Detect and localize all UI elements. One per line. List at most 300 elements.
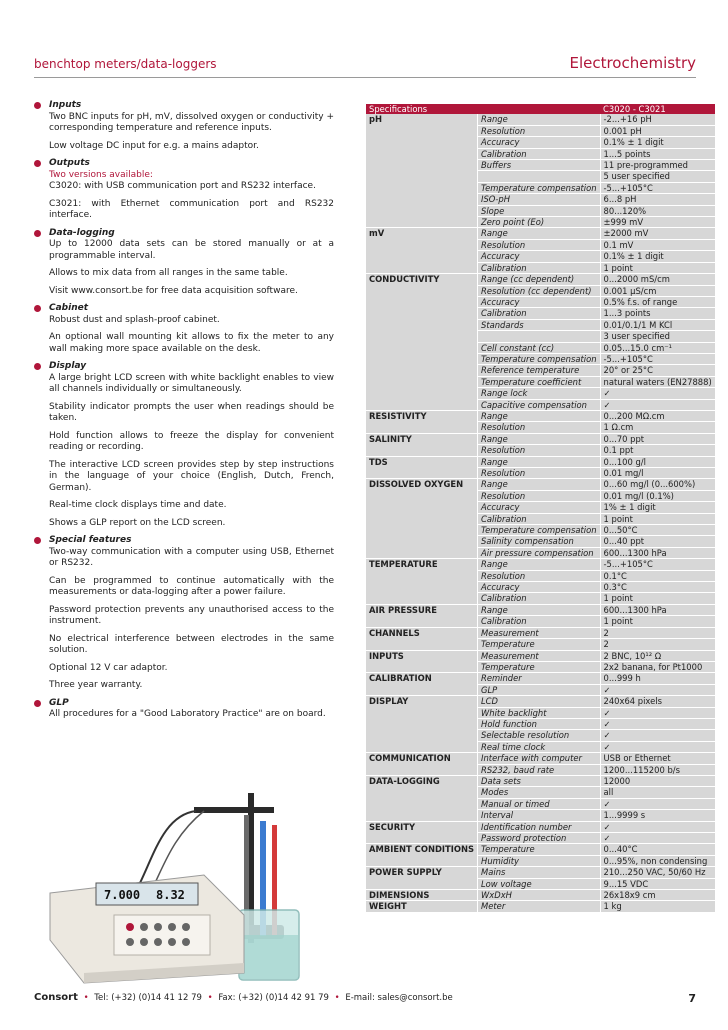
spec-parameter: Humidity <box>478 855 601 866</box>
spec-category <box>366 582 478 593</box>
spec-row <box>366 171 715 182</box>
spec-value: 1 kg <box>600 901 715 912</box>
spec-value: 12000 <box>600 775 715 786</box>
key-button <box>126 938 134 946</box>
spec-row <box>366 217 715 228</box>
feature-text: Two-way communication with a computer using USB, Ethernet or RS232. <box>49 546 334 568</box>
feature-text: The interactive LCD screen provides step by step instructions in the language of your choice (English, Dutch, French, German). <box>49 459 334 493</box>
spec-value: 9...15 VDC <box>600 878 715 889</box>
spec-value: 1200...115200 b/s <box>600 764 715 775</box>
spec-row <box>366 593 715 604</box>
page-header <box>34 52 696 76</box>
spec-row <box>366 833 715 844</box>
spec-parameter: Mains <box>478 867 601 878</box>
spec-category <box>366 718 478 729</box>
spec-row <box>366 559 715 570</box>
spec-row <box>366 285 715 296</box>
spec-row <box>366 639 715 650</box>
spec-category: TEMPERATURE <box>366 559 478 570</box>
spec-parameter: Selectable resolution <box>478 730 601 741</box>
spec-parameter: Range <box>478 479 601 490</box>
spec-value: 0...100 g/l <box>600 456 715 467</box>
meter-photo <box>44 775 344 985</box>
spec-value: 0...40 ppt <box>600 536 715 547</box>
spec-category <box>366 513 478 524</box>
spec-row <box>366 308 715 319</box>
spec-header-cell: Specifications <box>366 104 478 114</box>
section-title: benchtop meters/data-loggers <box>34 57 217 71</box>
spec-row <box>366 798 715 809</box>
spec-value: 1...3 points <box>600 308 715 319</box>
spec-value: ✓ <box>600 798 715 809</box>
spec-value: ✓ <box>600 684 715 695</box>
spec-category: DISPLAY <box>366 696 478 707</box>
spec-category: RESISTIVITY <box>366 410 478 421</box>
spec-parameter: Accuracy <box>478 296 601 307</box>
feature-title: Cabinet <box>49 303 89 313</box>
feature-text: Can be programmed to continue automatically with the measurements or data-logging after a power failure. <box>49 575 334 597</box>
spec-value: 1...9999 s <box>600 810 715 821</box>
feature-title: GLP <box>49 697 69 708</box>
keypad <box>114 915 210 955</box>
spec-parameter: Calibration <box>478 308 601 319</box>
spec-row <box>366 182 715 193</box>
spec-category <box>366 171 478 182</box>
spec-parameter: Calibration <box>478 593 601 604</box>
spec-row <box>366 422 715 433</box>
spec-row <box>366 274 715 285</box>
spec-value: 0...60 mg/l (0...600%) <box>600 479 715 490</box>
spec-category <box>366 798 478 809</box>
bullet-icon <box>34 363 41 370</box>
spec-parameter: RS232, baud rate <box>478 764 601 775</box>
spec-category <box>366 217 478 228</box>
feature-item <box>34 535 334 692</box>
spec-row <box>366 570 715 581</box>
feature-text: Hold function allows to freeze the display for convenient reading or recording. <box>49 430 334 452</box>
spec-row <box>366 650 715 661</box>
key-button <box>126 923 134 931</box>
spec-parameter: Accuracy <box>478 502 601 513</box>
spec-value: 0.3°C <box>600 582 715 593</box>
spec-row <box>366 148 715 159</box>
spec-value: 2 <box>600 627 715 638</box>
spec-row <box>366 547 715 558</box>
spec-header-row <box>366 104 715 114</box>
spec-parameter: Range <box>478 559 601 570</box>
spec-row <box>366 365 715 376</box>
spec-value: 1 Ω.cm <box>600 422 715 433</box>
spec-category: CHANNELS <box>366 627 478 638</box>
spec-row <box>366 684 715 695</box>
spec-row <box>366 753 715 764</box>
feature-list <box>34 100 334 727</box>
spec-parameter: Buffers <box>478 160 601 171</box>
spec-category <box>366 810 478 821</box>
spec-value: 0.001 pH <box>600 125 715 136</box>
spec-value: -5...+105°C <box>600 559 715 570</box>
spec-value: 600...1300 hPa <box>600 604 715 615</box>
spec-category <box>366 137 478 148</box>
bullet-icon <box>34 160 41 167</box>
spec-category <box>366 376 478 387</box>
spec-value: ✓ <box>600 821 715 832</box>
feature-title: Special features <box>49 535 132 545</box>
feature-text: Two BNC inputs for pH, mV, dissolved oxygen or conductivity + corresponding temperature and reference inputs. <box>49 111 335 133</box>
spec-value: 11 pre-programmed <box>600 160 715 171</box>
spec-parameter: Real time clock <box>478 741 601 752</box>
spec-row <box>366 502 715 513</box>
spec-row <box>366 582 715 593</box>
spec-row <box>366 137 715 148</box>
feature-item <box>34 158 334 222</box>
spec-parameter: WxDxH <box>478 890 601 901</box>
spec-category <box>366 194 478 205</box>
spec-value: 0.01 mg/l (0.1%) <box>600 490 715 501</box>
spec-value: ✓ <box>600 833 715 844</box>
spec-value: ±2000 mV <box>600 228 715 239</box>
footer-email: E-mail: sales@consort.be <box>345 993 453 1003</box>
footer-tel: Tel: (+32) (0)14 41 12 79 <box>94 993 202 1003</box>
spec-value: 0.05...15.0 cm⁻¹ <box>600 342 715 353</box>
key-button <box>168 923 176 931</box>
feature-text: Shows a GLP report on the LCD screen. <box>49 517 226 528</box>
display-reading-right: 8.32 <box>156 888 185 902</box>
key-button <box>168 938 176 946</box>
spec-category <box>366 570 478 581</box>
spec-parameter: Calibration <box>478 513 601 524</box>
spec-value: all <box>600 787 715 798</box>
spec-row <box>366 479 715 490</box>
feature-text: Password protection prevents any unauthorised access to the instrument. <box>49 604 334 626</box>
spec-category: pH <box>366 114 478 125</box>
feature-title: Data-logging <box>49 227 115 238</box>
spec-value: 0...50°C <box>600 525 715 536</box>
spec-value: 26x18x9 cm <box>600 890 715 901</box>
spec-value: 0.1% ± 1 digit <box>600 251 715 262</box>
spec-parameter: Identification number <box>478 821 601 832</box>
spec-category <box>366 160 478 171</box>
spec-parameter: Range <box>478 114 601 125</box>
spec-parameter <box>478 331 601 342</box>
spec-row <box>366 205 715 216</box>
spec-row <box>366 399 715 410</box>
spec-category: TDS <box>366 456 478 467</box>
spec-row <box>366 627 715 638</box>
spec-parameter: Data sets <box>478 775 601 786</box>
spec-row <box>366 673 715 684</box>
bullet-icon <box>34 305 41 312</box>
spec-value: ✓ <box>600 399 715 410</box>
spec-parameter: Temperature compensation <box>478 182 601 193</box>
bullet-icon <box>34 537 41 544</box>
spec-value: ✓ <box>600 741 715 752</box>
spec-parameter: Slope <box>478 205 601 216</box>
spec-value: 0.1 mV <box>600 239 715 250</box>
spec-value: 0.01 mg/l <box>600 468 715 479</box>
spec-row <box>366 228 715 239</box>
spec-category <box>366 285 478 296</box>
footer-separator: • <box>207 993 213 1003</box>
spec-value: 0...2000 mS/cm <box>600 274 715 285</box>
spec-parameter: Reference temperature <box>478 365 601 376</box>
spec-value: 1...5 points <box>600 148 715 159</box>
feature-text: Real-time clock displays time and date. <box>49 500 227 510</box>
spec-parameter: Range <box>478 228 601 239</box>
spec-table <box>366 104 715 913</box>
spec-parameter: Range lock <box>478 388 601 399</box>
spec-row <box>366 468 715 479</box>
spec-category <box>366 251 478 262</box>
spec-category <box>366 730 478 741</box>
spec-value: -5...+105°C <box>600 353 715 364</box>
spec-value: 0.001 µS/cm <box>600 285 715 296</box>
spec-row <box>366 696 715 707</box>
spec-parameter: Interface with computer <box>478 753 601 764</box>
spec-parameter: Resolution <box>478 422 601 433</box>
footer-fax: Fax: (+32) (0)14 42 91 79 <box>218 993 329 1003</box>
feature-item <box>34 228 334 298</box>
spec-category: CALIBRATION <box>366 673 478 684</box>
spec-row <box>366 456 715 467</box>
spec-category: mV <box>366 228 478 239</box>
feature-text: Robust dust and splash-proof cabinet. <box>49 314 220 325</box>
spec-value: 0.5% f.s. of range <box>600 296 715 307</box>
feature-text: C3021: with Ethernet communication port and RS232 interface. <box>49 198 334 220</box>
spec-category <box>366 536 478 547</box>
spec-category <box>366 319 478 330</box>
spec-value: 600...1300 hPa <box>600 547 715 558</box>
spec-row <box>366 867 715 878</box>
spec-row <box>366 160 715 171</box>
spec-category <box>366 205 478 216</box>
spec-category: CONDUCTIVITY <box>366 274 478 285</box>
spec-parameter: Reminder <box>478 673 601 684</box>
spec-row <box>366 239 715 250</box>
spec-row <box>366 878 715 889</box>
spec-value: 0.1°C <box>600 570 715 581</box>
spec-parameter: White backlight <box>478 707 601 718</box>
cable <box>139 811 196 885</box>
feature-text: C3020: with USB communication port and RS232 interface. <box>49 181 316 191</box>
footer-separator: • <box>83 993 89 1003</box>
spec-value: ✓ <box>600 388 715 399</box>
stand-arm <box>194 807 274 813</box>
category-title: Electrochemistry <box>569 54 696 72</box>
spec-category <box>366 639 478 650</box>
feature-title: Display <box>49 361 87 371</box>
key-button <box>154 923 162 931</box>
feature-subtitle: Two versions available: <box>49 169 153 180</box>
spec-category <box>366 353 478 364</box>
spec-value: 210...250 VAC, 50/60 Hz <box>600 867 715 878</box>
spec-row <box>366 787 715 798</box>
spec-parameter: Temperature <box>478 639 601 650</box>
spec-category <box>366 661 478 672</box>
spec-category <box>366 502 478 513</box>
spec-value: 0.1 ppt <box>600 445 715 456</box>
spec-value: 80...120% <box>600 205 715 216</box>
spec-parameter: Resolution <box>478 239 601 250</box>
spec-parameter: Measurement <box>478 650 601 661</box>
spec-parameter: Zero point (Eo) <box>478 217 601 228</box>
spec-category <box>366 148 478 159</box>
spec-value: 2 <box>600 639 715 650</box>
feature-text: Visit www.consort.be for free data acquisition software. <box>49 285 298 296</box>
key-button <box>182 938 190 946</box>
cable <box>154 811 204 885</box>
feature-title: Outputs <box>49 158 90 168</box>
spec-category <box>366 547 478 558</box>
spec-category <box>366 365 478 376</box>
spec-value: 5 user specified <box>600 171 715 182</box>
footer-brand: Consort <box>34 992 78 1003</box>
spec-parameter: Resolution <box>478 445 601 456</box>
feature-item <box>34 100 334 152</box>
spec-category: SECURITY <box>366 821 478 832</box>
spec-value: 1 point <box>600 593 715 604</box>
spec-row <box>366 810 715 821</box>
spec-value: 0...70 ppt <box>600 433 715 444</box>
spec-category: AMBIENT CONDITIONS <box>366 844 478 855</box>
spec-row <box>366 388 715 399</box>
header-divider <box>34 77 696 78</box>
spec-row <box>366 844 715 855</box>
feature-item <box>34 361 334 529</box>
spec-value: 2 BNC, 10¹² Ω <box>600 650 715 661</box>
spec-row <box>366 376 715 387</box>
spec-row <box>366 410 715 421</box>
key-button <box>140 923 148 931</box>
spec-category <box>366 182 478 193</box>
spec-category: WEIGHT <box>366 901 478 912</box>
spec-category <box>366 388 478 399</box>
spec-category <box>366 308 478 319</box>
spec-parameter: ISO-pH <box>478 194 601 205</box>
spec-category <box>366 707 478 718</box>
bullet-icon <box>34 230 41 237</box>
spec-parameter: Standards <box>478 319 601 330</box>
spec-parameter: Accuracy <box>478 582 601 593</box>
spec-value: 1 point <box>600 513 715 524</box>
spec-value: ✓ <box>600 718 715 729</box>
page-footer <box>34 992 696 1008</box>
spec-row <box>366 319 715 330</box>
spec-row <box>366 536 715 547</box>
spec-parameter: Calibration <box>478 616 601 627</box>
spec-category: DIMENSIONS <box>366 890 478 901</box>
spec-parameter: Low voltage <box>478 878 601 889</box>
spec-parameter: Calibration <box>478 148 601 159</box>
spec-parameter: LCD <box>478 696 601 707</box>
spec-value: 2x2 banana, for Pt1000 <box>600 661 715 672</box>
spec-category <box>366 741 478 752</box>
feature-text: A large bright LCD screen with white backlight enables to view all channels individually or simultaneously. <box>49 372 334 394</box>
spec-category <box>366 331 478 342</box>
spec-parameter: Password protection <box>478 833 601 844</box>
spec-parameter: Resolution <box>478 570 601 581</box>
spec-parameter: Capacitive compensation <box>478 399 601 410</box>
spec-value: 0...200 MΩ.cm <box>600 410 715 421</box>
spec-value: ✓ <box>600 707 715 718</box>
spec-row <box>366 251 715 262</box>
spec-value: -5...+105°C <box>600 182 715 193</box>
spec-category: DATA-LOGGING <box>366 775 478 786</box>
spec-parameter: Temperature coefficient <box>478 376 601 387</box>
spec-value: 20° or 25°C <box>600 365 715 376</box>
spec-category <box>366 787 478 798</box>
spec-value: ±999 mV <box>600 217 715 228</box>
spec-row <box>366 353 715 364</box>
spec-parameter: Manual or timed <box>478 798 601 809</box>
spec-value: natural waters (EN27888) <box>600 376 715 387</box>
spec-row <box>366 262 715 273</box>
spec-parameter: Air pressure compensation <box>478 547 601 558</box>
feature-item <box>34 698 334 721</box>
spec-parameter: Hold function <box>478 718 601 729</box>
spec-row <box>366 764 715 775</box>
spec-row <box>366 194 715 205</box>
spec-parameter: Temperature compensation <box>478 353 601 364</box>
spec-row <box>366 855 715 866</box>
spec-row <box>366 604 715 615</box>
spec-category <box>366 399 478 410</box>
key-button <box>182 923 190 931</box>
feature-text: Low voltage DC input for e.g. a mains adaptor. <box>49 140 259 151</box>
spec-row <box>366 718 715 729</box>
spec-parameter: GLP <box>478 684 601 695</box>
spec-row <box>366 513 715 524</box>
spec-category <box>366 342 478 353</box>
bullet-icon <box>34 700 41 707</box>
spec-parameter: Range <box>478 604 601 615</box>
feature-text: No electrical interference between electrodes in the same solution. <box>49 633 334 655</box>
spec-header-cell: C3020 - C3021 <box>600 104 715 114</box>
spec-value: -2...+16 pH <box>600 114 715 125</box>
spec-value: 3 user specified <box>600 331 715 342</box>
spec-value: 1% ± 1 digit <box>600 502 715 513</box>
spec-parameter: Resolution (cc dependent) <box>478 285 601 296</box>
spec-value: 1 point <box>600 616 715 627</box>
spec-parameter: Calibration <box>478 262 601 273</box>
spec-parameter: Range <box>478 410 601 421</box>
spec-category: POWER SUPPLY <box>366 867 478 878</box>
spec-row <box>366 741 715 752</box>
spec-parameter: Temperature <box>478 661 601 672</box>
spec-category <box>366 422 478 433</box>
spec-value: USB or Ethernet <box>600 753 715 764</box>
spec-row <box>366 775 715 786</box>
spec-category <box>366 855 478 866</box>
spec-value: ✓ <box>600 730 715 741</box>
bullet-icon <box>34 102 41 109</box>
spec-row <box>366 433 715 444</box>
spec-parameter: Accuracy <box>478 251 601 262</box>
spec-row <box>366 661 715 672</box>
spec-category <box>366 878 478 889</box>
spec-category <box>366 490 478 501</box>
feature-title: Inputs <box>49 100 82 110</box>
spec-value: 6...8 pH <box>600 194 715 205</box>
feature-text: All procedures for a "Good Laboratory Practice" are on board. <box>49 709 326 719</box>
spec-category <box>366 296 478 307</box>
spec-parameter: Modes <box>478 787 601 798</box>
spec-value: 0...40°C <box>600 844 715 855</box>
spec-parameter: Range (cc dependent) <box>478 274 601 285</box>
spec-parameter: Resolution <box>478 468 601 479</box>
spec-category: COMMUNICATION <box>366 753 478 764</box>
spec-parameter: Interval <box>478 810 601 821</box>
